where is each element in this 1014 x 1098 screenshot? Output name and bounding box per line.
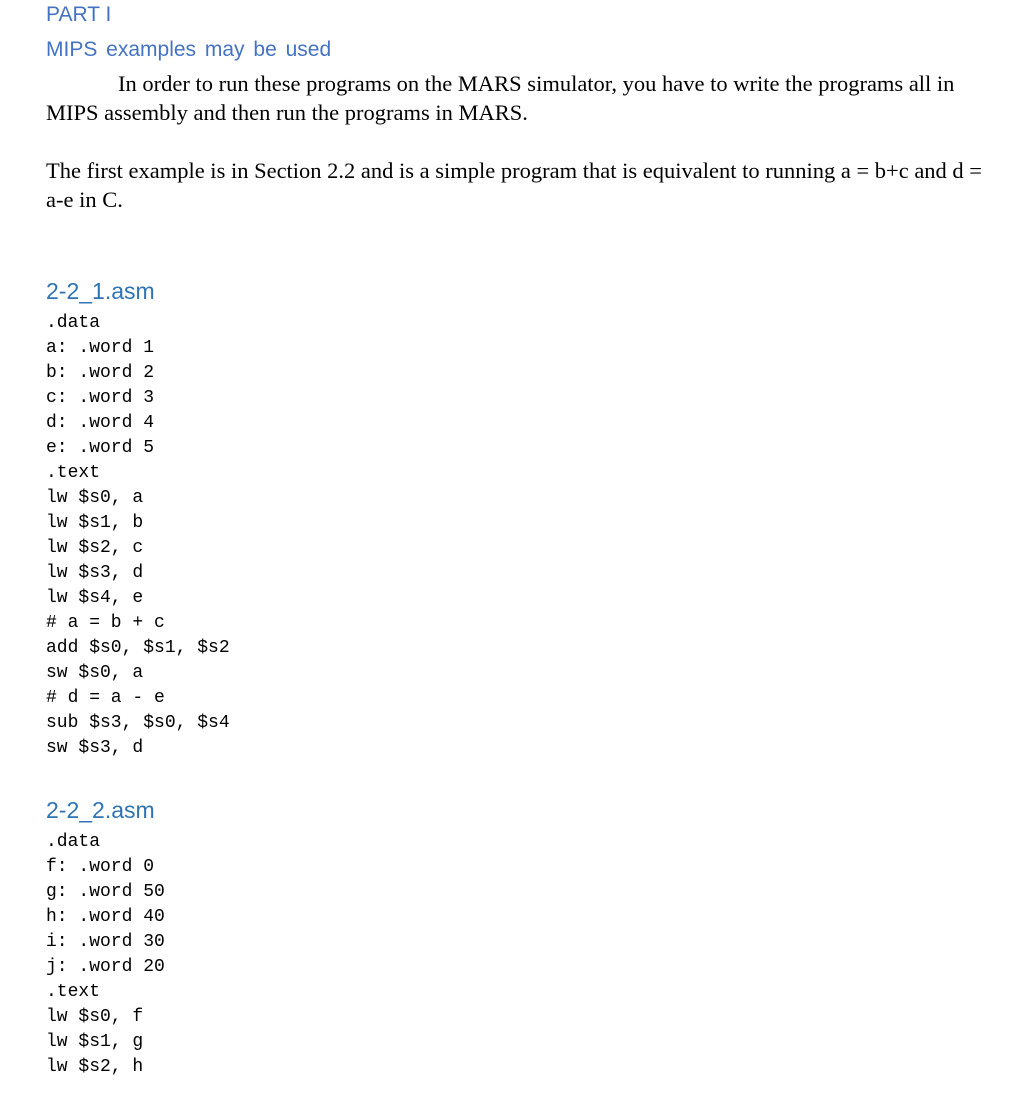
code-line: a: .word 1	[46, 338, 155, 358]
code-line: f: .word 0	[46, 857, 155, 877]
code-line: .data	[46, 832, 101, 852]
example-description-paragraph: The first example is in Section 2.2 and is a simple program that is equivalent to running a = b+c and d = a-e in C.	[46, 158, 982, 212]
code-line: e: .word 5	[46, 438, 155, 458]
code-line: d: .word 4	[46, 413, 155, 433]
file-title-2-2-2: 2-2_2.asm	[46, 797, 155, 823]
code-line: lw $s0, f	[46, 1007, 144, 1027]
code-line: lw $s2, h	[46, 1057, 144, 1077]
code-listing-2-2-1	[46, 311, 230, 761]
code-line: i: .word 30	[46, 932, 165, 952]
code-line: sub $s3, $s0, $s4	[46, 713, 230, 733]
code-line: lw $s2, c	[46, 538, 144, 558]
code-listing-2-2-2	[46, 830, 165, 1080]
code-line: lw $s1, g	[46, 1032, 144, 1052]
code-comment: # d = a - e	[46, 688, 165, 708]
file-title-2-2-1: 2-2_1.asm	[46, 278, 155, 304]
code-line: b: .word 2	[46, 363, 155, 383]
code-line: .data	[46, 313, 101, 333]
part-heading: PART I	[46, 3, 112, 26]
code-line: lw $s1, b	[46, 513, 144, 533]
code-line: j: .word 20	[46, 957, 165, 977]
code-line: .text	[46, 463, 101, 483]
code-line: .text	[46, 982, 101, 1002]
intro-paragraph: In order to run these programs on the MARS simulator, you have to write the programs all in MIPS assembly and then run the programs in MARS.	[46, 71, 955, 125]
code-line: lw $s3, d	[46, 563, 144, 583]
code-line: sw $s3, d	[46, 738, 144, 758]
code-line: g: .word 50	[46, 882, 165, 902]
code-line: sw $s0, a	[46, 663, 144, 683]
code-line: h: .word 40	[46, 907, 165, 927]
code-line: lw $s0, a	[46, 488, 144, 508]
code-line: lw $s4, e	[46, 588, 144, 608]
code-line: c: .word 3	[46, 388, 155, 408]
section-subtitle: MIPS examples may be used	[46, 38, 332, 61]
code-comment: # a = b + c	[46, 613, 165, 633]
code-line: add $s0, $s1, $s2	[46, 638, 230, 658]
